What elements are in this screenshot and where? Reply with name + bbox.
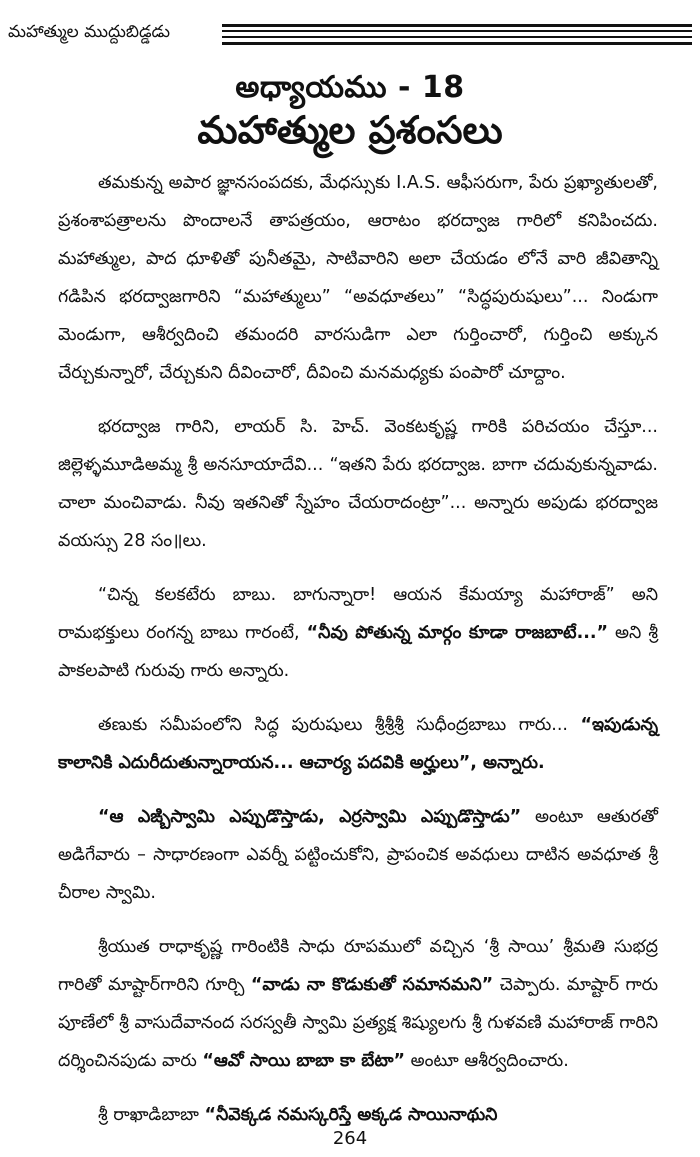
text-run: తమకున్న అపార జ్ఞానసంపదకు, మేధస్సుకు I.A.S. ఆఫీసరుగా, పేరు ప్రఖ్యాతులతో, ప్రశంశాపత్రాలను పొందాలనే తాపత్రయం, ఆరాటం భరద్వాజ గారిలో కనిపించదు. మహాత్ముల, పాద ధూళితో పునీతమై, సాటివారిని అలా చేయడం లోనే వారి జీవితాన్ని గడిపిన భరద్వాజగారిని “మహాత్ములు” “అవధూతలు” “సిద్ధపురుషులు”... నిండుగా మెండుగా, ఆశీర్వదించి తమందరి వారసుడిగా ఎలా గుర్తించారో, గుర్తించి అక్కున చేర్చుకున్నారో, చేర్చుకుని దీవించారో, దీవించి మనమధ్యకు పంపారో చూద్దాం.	[58, 173, 658, 383]
text-run: అంటూ ఆతురతో అడిగేవారు – సాధారణంగా ఎవర్నీ పట్టించుకోని, ప్రాపంచిక అవధులు దాటిన అవధూత శ్రీ చీరాల స్వామి.	[58, 807, 658, 903]
bold-quote: “ఆ ఎఙ్బిస్వామి ఎప్పుడొస్తాడు, ఎర్రస్వామి ఎప్పుడొస్తాడు”	[98, 807, 522, 827]
bold-quote: “ఆవో సాయి బాబా కా బేటా”	[202, 1051, 406, 1071]
bold-quote: “నీవు పోతున్న మార్గం కూడా రాజబాటే...”	[306, 623, 609, 643]
paragraph	[58, 408, 658, 560]
bold-quote: “నీవెక్కడ నమస్కరిస్తే అక్కడ సాయినాథుని	[204, 1105, 498, 1125]
text-run: అంటూ ఆశీర్వదించారు.	[405, 1051, 569, 1071]
text-run: తణుకు సమీపంలోని సిద్ధ పురుషులు శ్రీశ్రీశ్రీ సుధీంద్రబాబు గారు...	[98, 715, 581, 735]
header-rules	[222, 24, 692, 45]
text-run: శ్రీయుత రాధాకృష్ణ గారింటికి సాధు రూపములో వచ్చిన ‘శ్రీ సాయి’ శ్రీమతి సుభద్ర గారితో మాష్టార్‌గారిని గూర్చి	[58, 937, 658, 995]
bold-quote: “ఇపుడున్న కాలానికి ఎదురీదుతున్నారాయన... ఆచార్య పదవికి అర్హులు”, అన్నారు.	[58, 715, 658, 773]
text-run: చెప్పారు. మాష్టార్ గారు పూణేలో శ్రీ వాసుదేవానంద సరస్వతీ స్వామి ప్రత్యక్ష శిష్యులగు శ్రీ గుళవణి మహారాజ్ గారిని దర్శించినపుడు వారు	[58, 975, 658, 1071]
paragraph	[58, 706, 658, 782]
chapter-title: మహాత్ముల ప్రశంసలు	[197, 108, 503, 152]
running-title: మహాత్ముల ముద్దుబిడ్డడు	[8, 22, 171, 42]
text-run: “చిన్న కలకటేరు బాబు. బాగున్నారా! ఆయన కేమయ్యా మహారాజ్” అని రామభక్తులు రంగన్న బాబు గారంటే,	[58, 585, 658, 643]
text-run: అని శ్రీ పాకలపాటి గురువు గారు అన్నారు.	[58, 623, 658, 681]
paragraph	[58, 798, 658, 912]
chapter-number: అధ్యాయము - 18	[235, 70, 465, 105]
bold-quote: “వాడు నా కొడుకుతో సమానమని”	[250, 975, 494, 995]
page-number: 264	[332, 1128, 368, 1149]
text-run: భరద్వాజ గారిని, లాయర్ సి. హెచ్. వెంకటకృష్ణ గారికి పరిచయం చేస్తూ... జిల్లెళ్ళమూడిఅమ్మ శ్రీ అనసూయాదేవి... “ఇతని పేరు భరద్వాజ. బాగా చదువుకున్నవాడు. చాలా మంచివాడు. నీవు ఇతనితో స్నేహం చేయరాదంట్రా”... అన్నారు అపుడు భరద్వాజ వయస్సు 28 సం॥లు.	[58, 417, 658, 551]
paragraph	[58, 164, 658, 392]
paragraph	[58, 576, 658, 690]
text-run: శ్రీ రాఖాడిబాబా	[98, 1105, 205, 1125]
running-header	[8, 20, 692, 56]
paragraph	[58, 928, 658, 1080]
body-text	[58, 164, 658, 1150]
